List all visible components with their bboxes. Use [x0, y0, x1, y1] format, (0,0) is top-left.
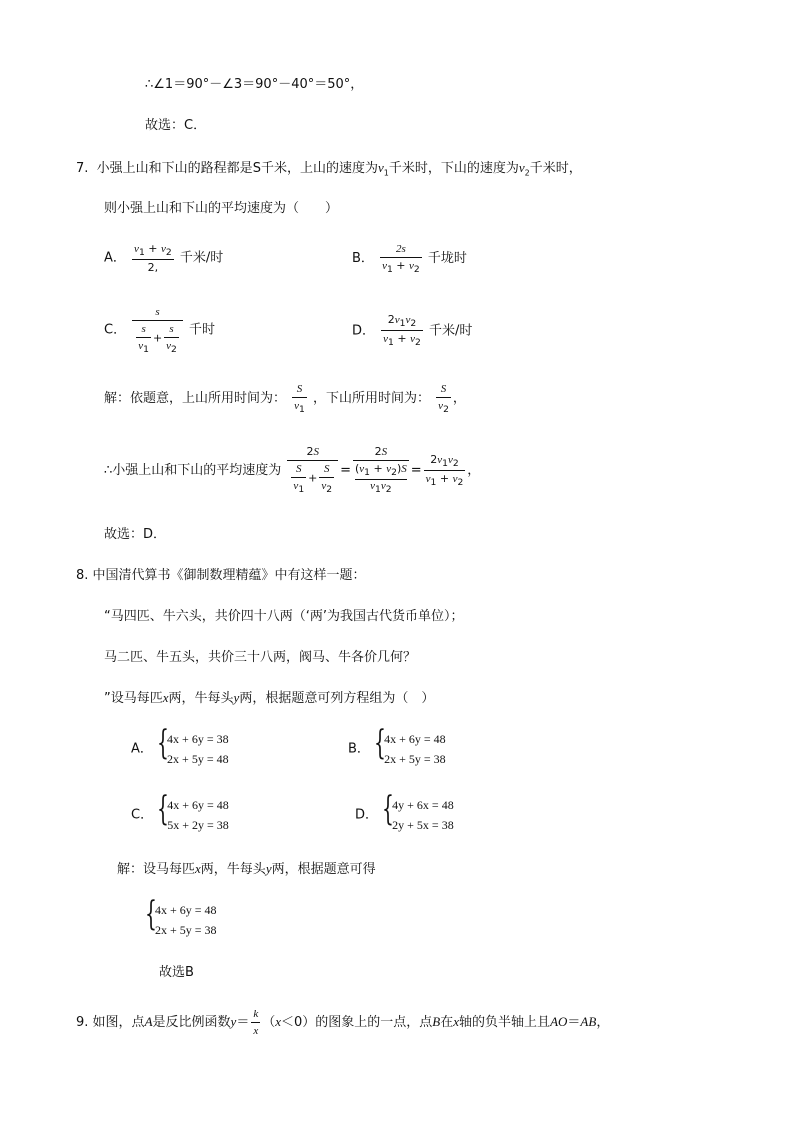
solution-equation-system — [145, 894, 217, 940]
question-8-line4: ”设马每匹x两，牛每头y两，根据题意可列方程组为（ ） — [104, 690, 435, 706]
equation-system: { 4y + 6x = 48 2y + 5x = 38 — [382, 789, 454, 832]
fraction: s $\frac{s}{v_1}$ + $\frac{s}{v_2}$ — [132, 306, 183, 354]
option-d: D． $\frac{2v_1v_2}{v_1 + v_2}$ 千米/时 — [352, 313, 473, 349]
question-8-stem: 8. 中国清代算书《御制数理精蕴》中有这样一题： — [76, 568, 366, 583]
solution-line: ∴∠1＝90°－∠3＝90°－40°＝50°， — [145, 77, 364, 92]
question-number: 7. — [76, 161, 89, 176]
fraction: $\frac{S}{v_2}$ — [438, 383, 449, 416]
option-c: C． s $\frac{s}{v_1}$ + $\frac{s}{v_2}$ 千时 — [104, 306, 216, 356]
question-number: 9. — [76, 1015, 89, 1030]
option-a: A． $\frac{v_1 + v_2}{2,}$ 千米/时 — [104, 242, 224, 275]
question-8-line2: “马四匹、牛六头，共价四十八两（‘两’为我国古代货币单位）； — [104, 609, 464, 624]
option-b: B． $\frac{2s}{v_1 + v_2}$ 千垅时 — [352, 243, 467, 276]
fraction: 2S $\frac{S}{v_1}$ + $\frac{S}{v_2}$ — [287, 446, 338, 494]
question-9-stem: 9. 如图，点A是反比例函数y＝ $\frac{k}{x}$ （x＜0）的图象上的一点，点B在x轴的负半轴上且AO＝AB， — [76, 1008, 610, 1037]
option-b: B． { 4x + 6y = 48 2x + 5y = 38 — [348, 729, 446, 769]
fraction: $\frac{2v_1v_2}{v_1 + v_2}$ — [383, 313, 421, 349]
fraction: $\frac{S}{v_1}$ — [294, 383, 305, 416]
option-c: C． { 4x + 6y = 48 5x + 2y = 38 — [131, 795, 229, 835]
question-8-line3: 马二匹、牛五头，共价三十八两，阀马、牛各价几何？ — [104, 650, 417, 665]
question-7-solution-line2: ∴小强上山和下山的平均速度为 2S $\frac{S}{v_1}$ + $\frac{S}{v_2}$ = 2S $(v_1 + v_2)S$ $v_1v_2$ = $\frac{2v_1v_2}{v_1 + v_2}$ ， — [104, 445, 481, 496]
fraction: $\frac{v_1 + v_2}{2,}$ — [134, 242, 172, 275]
question-7-stem: 7. 小强上山和下山的路程都是S千米，上山的速度为$v_1$千米时，下山的速度为$v_2$千米时， — [76, 160, 582, 178]
equation-system: { 4x + 6y = 48 2x + 5y = 38 — [374, 723, 446, 766]
question-8-solution: 解：设马每匹x两，牛每头y两，根据题意可得 — [117, 861, 376, 877]
fraction: $\frac{2v_1v_2}{v_1 + v_2}$ — [425, 452, 464, 489]
option-d: D． { 4y + 6x = 48 2y + 5x = 38 — [355, 795, 454, 835]
fraction: 2S $(v_1 + v_2)S$ $v_1v_2$ — [354, 445, 407, 496]
fraction: $\frac{2s}{v_1 + v_2}$ — [382, 243, 420, 276]
question-7-solution: 解：依题意，上山所用时间为： $\frac{S}{v_1}$ ，下山所用时间为： $\frac{S}{v_2}$ ， — [104, 383, 466, 416]
question-number: 8. — [76, 568, 89, 583]
question-7-stem-line2: 则小强上山和下山的平均速度为（ ） — [104, 201, 339, 216]
answer-line: 故选：D． — [104, 527, 167, 542]
equation-system: { 4x + 6y = 38 2x + 5y = 48 — [157, 723, 229, 766]
option-a: A． { 4x + 6y = 38 2x + 5y = 48 — [131, 729, 229, 769]
answer-line: 故选：C． — [145, 118, 207, 133]
fraction: $\frac{k}{x}$ — [253, 1008, 259, 1037]
equation-system: { 4x + 6y = 48 2x + 5y = 38 — [145, 894, 217, 937]
answer-line: 故选B — [159, 965, 194, 980]
equation-system: { 4x + 6y = 48 5x + 2y = 38 — [157, 789, 229, 832]
